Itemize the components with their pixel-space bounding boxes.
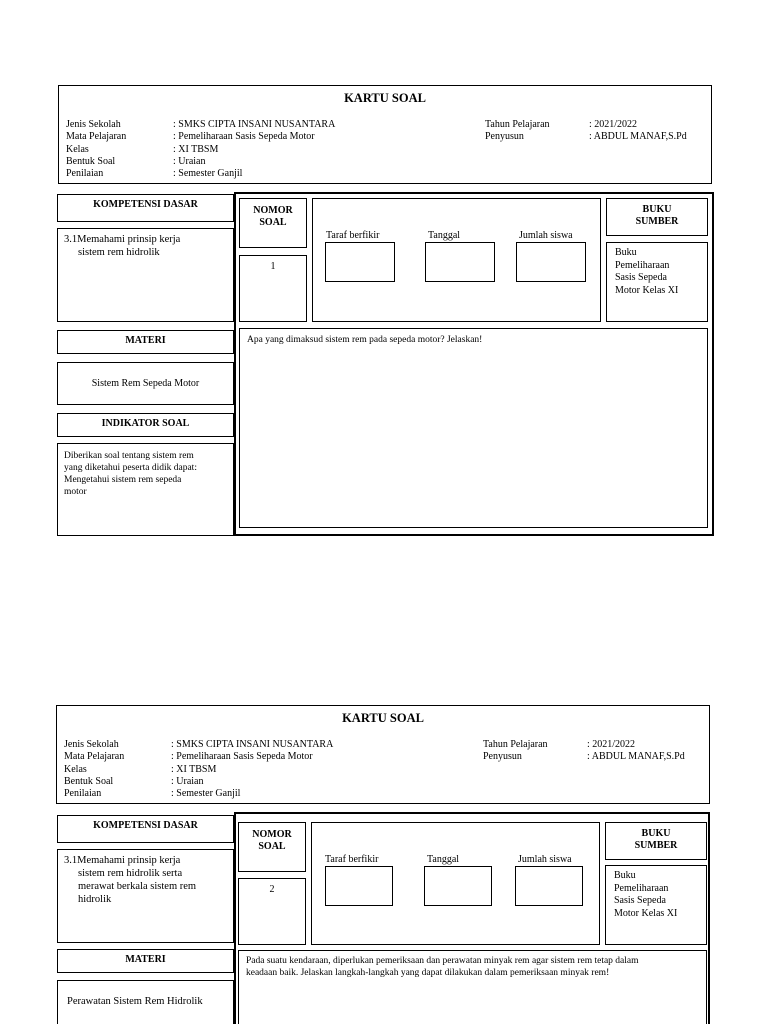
- buku-label-1: BUKU: [642, 204, 672, 215]
- kompetensi-label-box: [57, 194, 234, 222]
- label-penilaian: Penilaian: [66, 168, 104, 180]
- kompetensi-line-1: 3.1Memahami prinsip kerja: [64, 234, 181, 245]
- value-penyusun: : ABDUL MANAF,S.Pd: [589, 131, 687, 143]
- nomor-value: 2: [269, 884, 275, 895]
- materi-box: [57, 980, 234, 1024]
- header-box: [58, 85, 712, 184]
- indikator-box: [57, 443, 234, 536]
- indikator-label: INDIKATOR SOAL: [101, 418, 190, 429]
- value-tahun-pelajaran: : 2021/2022: [589, 119, 638, 130]
- materi-text: Sistem Rem Sepeda Motor: [91, 378, 200, 389]
- nomor-label-1: NOMOR: [253, 205, 293, 216]
- label-bentuk-soal: Bentuk Soal: [66, 155, 116, 167]
- label-tahun-pelajaran: Tahun Pelajaran: [483, 739, 548, 750]
- buku-line-1: Buku: [615, 247, 637, 258]
- label-mata-pelajaran: Mata Pelajaran: [66, 131, 127, 143]
- tanggal-label: Tanggal: [428, 230, 461, 241]
- label-kelas: Kelas: [66, 143, 89, 155]
- buku-label-box: [605, 822, 707, 860]
- kompetensi-box: [57, 228, 234, 322]
- indikator-line-3: Mengetahui sistem rem sepeda: [64, 475, 182, 485]
- kompetensi-label: KOMPETENSI DASAR: [93, 199, 198, 210]
- buku-line-4: Motor Kelas XI: [614, 907, 678, 919]
- buku-label-2: SUMBER: [634, 840, 678, 851]
- tanggal-input[interactable]: [424, 866, 492, 906]
- value-jenis-sekolah: : SMKS CIPTA INSANI NUSANTARA: [171, 739, 334, 750]
- materi-label: MATERI: [125, 954, 166, 965]
- nomor-label-2: SOAL: [258, 841, 286, 852]
- nomor-label-1: NOMOR: [252, 829, 292, 840]
- taraf-box: [311, 822, 600, 945]
- buku-line-2: Pemeliharaan: [615, 259, 670, 271]
- taraf-input[interactable]: [325, 866, 393, 906]
- label-tahun-pelajaran: Tahun Pelajaran: [485, 119, 550, 130]
- taraf-input[interactable]: [325, 242, 395, 282]
- value-penilaian: : Semester Ganjil: [173, 168, 243, 180]
- buku-line-4: Motor Kelas XI: [615, 284, 679, 296]
- kompetensi-box: [57, 849, 234, 943]
- indikator-line-2: yang diketahui peserta didik dapat:: [64, 463, 197, 473]
- kompetensi-line-1: 3.1Memahami prinsip kerja: [64, 855, 181, 866]
- kompetensi-label: KOMPETENSI DASAR: [93, 820, 198, 831]
- value-mata-pelajaran: : Pemeliharaan Sasis Sepeda Motor: [171, 751, 313, 763]
- label-penyusun: Penyusun: [485, 131, 524, 143]
- label-kelas: Kelas: [64, 763, 87, 775]
- kompetensi-line-2: sistem rem hidrolik: [78, 247, 160, 258]
- kompetensi-line-3: merawat berkala sistem rem: [78, 881, 197, 892]
- card-title: KARTU SOAL: [342, 711, 424, 725]
- buku-line-3: Sasis Sepeda: [615, 272, 667, 283]
- value-kelas: : XI TBSM: [171, 763, 217, 775]
- materi-text: Perawatan Sistem Rem Hidrolik: [67, 996, 203, 1007]
- materi-label: MATERI: [125, 335, 166, 346]
- question-box: [239, 328, 708, 528]
- taraf-box: [312, 198, 601, 322]
- nomor-value: 1: [270, 261, 276, 272]
- value-bentuk-soal: : Uraian: [171, 775, 204, 787]
- buku-line-3: Sasis Sepeda: [614, 895, 666, 906]
- value-jenis-sekolah: : SMKS CIPTA INSANI NUSANTARA: [173, 119, 336, 130]
- nomor-value-box: [238, 878, 306, 945]
- kompetensi-label-box: [57, 815, 234, 843]
- indikator-label-box: [57, 413, 234, 437]
- jumlah-input[interactable]: [515, 866, 583, 906]
- nomor-value-box: [239, 255, 307, 322]
- tanggal-label: Tanggal: [427, 854, 460, 865]
- taraf-label: Taraf berfikir: [325, 854, 379, 865]
- value-penyusun: : ABDUL MANAF,S.Pd: [587, 751, 685, 763]
- jumlah-label: Jumlah siswa: [518, 854, 572, 865]
- indikator-line-4: motor: [64, 487, 87, 497]
- jumlah-label: Jumlah siswa: [519, 230, 573, 241]
- question-line-1: Pada suatu kendaraan, diperlukan pemeriksaan dan perawatan minyak rem agar sistem rem tetap dalam: [246, 956, 639, 966]
- buku-label-2: SUMBER: [635, 216, 679, 227]
- jumlah-input[interactable]: [516, 242, 586, 282]
- label-bentuk-soal: Bentuk Soal: [64, 775, 114, 787]
- label-jenis-sekolah: Jenis Sekolah: [66, 119, 121, 130]
- buku-label-1: BUKU: [641, 828, 671, 839]
- kompetensi-line-4: hidrolik: [78, 894, 112, 905]
- header-box: [56, 705, 710, 804]
- buku-line-1: Buku: [614, 870, 636, 881]
- nomor-label-box: [238, 822, 306, 872]
- value-tahun-pelajaran: : 2021/2022: [587, 739, 636, 750]
- materi-label-box: [57, 330, 234, 354]
- question-box: [238, 950, 707, 1024]
- nomor-label-2: SOAL: [259, 217, 287, 228]
- kompetensi-line-2: sistem rem hidrolik serta: [78, 868, 183, 879]
- taraf-label: Taraf berfikir: [326, 230, 380, 241]
- indikator-line-1: Diberikan soal tentang sistem rem: [64, 451, 194, 461]
- value-kelas: : XI TBSM: [173, 143, 219, 155]
- label-jenis-sekolah: Jenis Sekolah: [64, 739, 119, 750]
- buku-line-2: Pemeliharaan: [614, 882, 669, 894]
- tanggal-input[interactable]: [425, 242, 495, 282]
- value-mata-pelajaran: : Pemeliharaan Sasis Sepeda Motor: [173, 131, 315, 143]
- label-penilaian: Penilaian: [64, 788, 102, 800]
- value-bentuk-soal: : Uraian: [173, 155, 206, 167]
- label-penyusun: Penyusun: [483, 751, 522, 763]
- value-penilaian: : Semester Ganjil: [171, 788, 241, 800]
- question-line-2: keadaan baik. Jelaskan langkah-langkah yang dapat dilakukan dalam pemeriksaan minyak rem!: [246, 968, 610, 978]
- buku-box: [606, 242, 708, 322]
- materi-box: [57, 362, 234, 405]
- card-title: KARTU SOAL: [344, 91, 426, 105]
- materi-label-box: [57, 949, 234, 973]
- question-line-1: Apa yang dimaksud sistem rem pada sepeda motor? Jelaskan!: [247, 335, 483, 345]
- buku-label-box: [606, 198, 708, 236]
- label-mata-pelajaran: Mata Pelajaran: [64, 751, 125, 763]
- nomor-label-box: [239, 198, 307, 248]
- buku-box: [605, 865, 707, 945]
